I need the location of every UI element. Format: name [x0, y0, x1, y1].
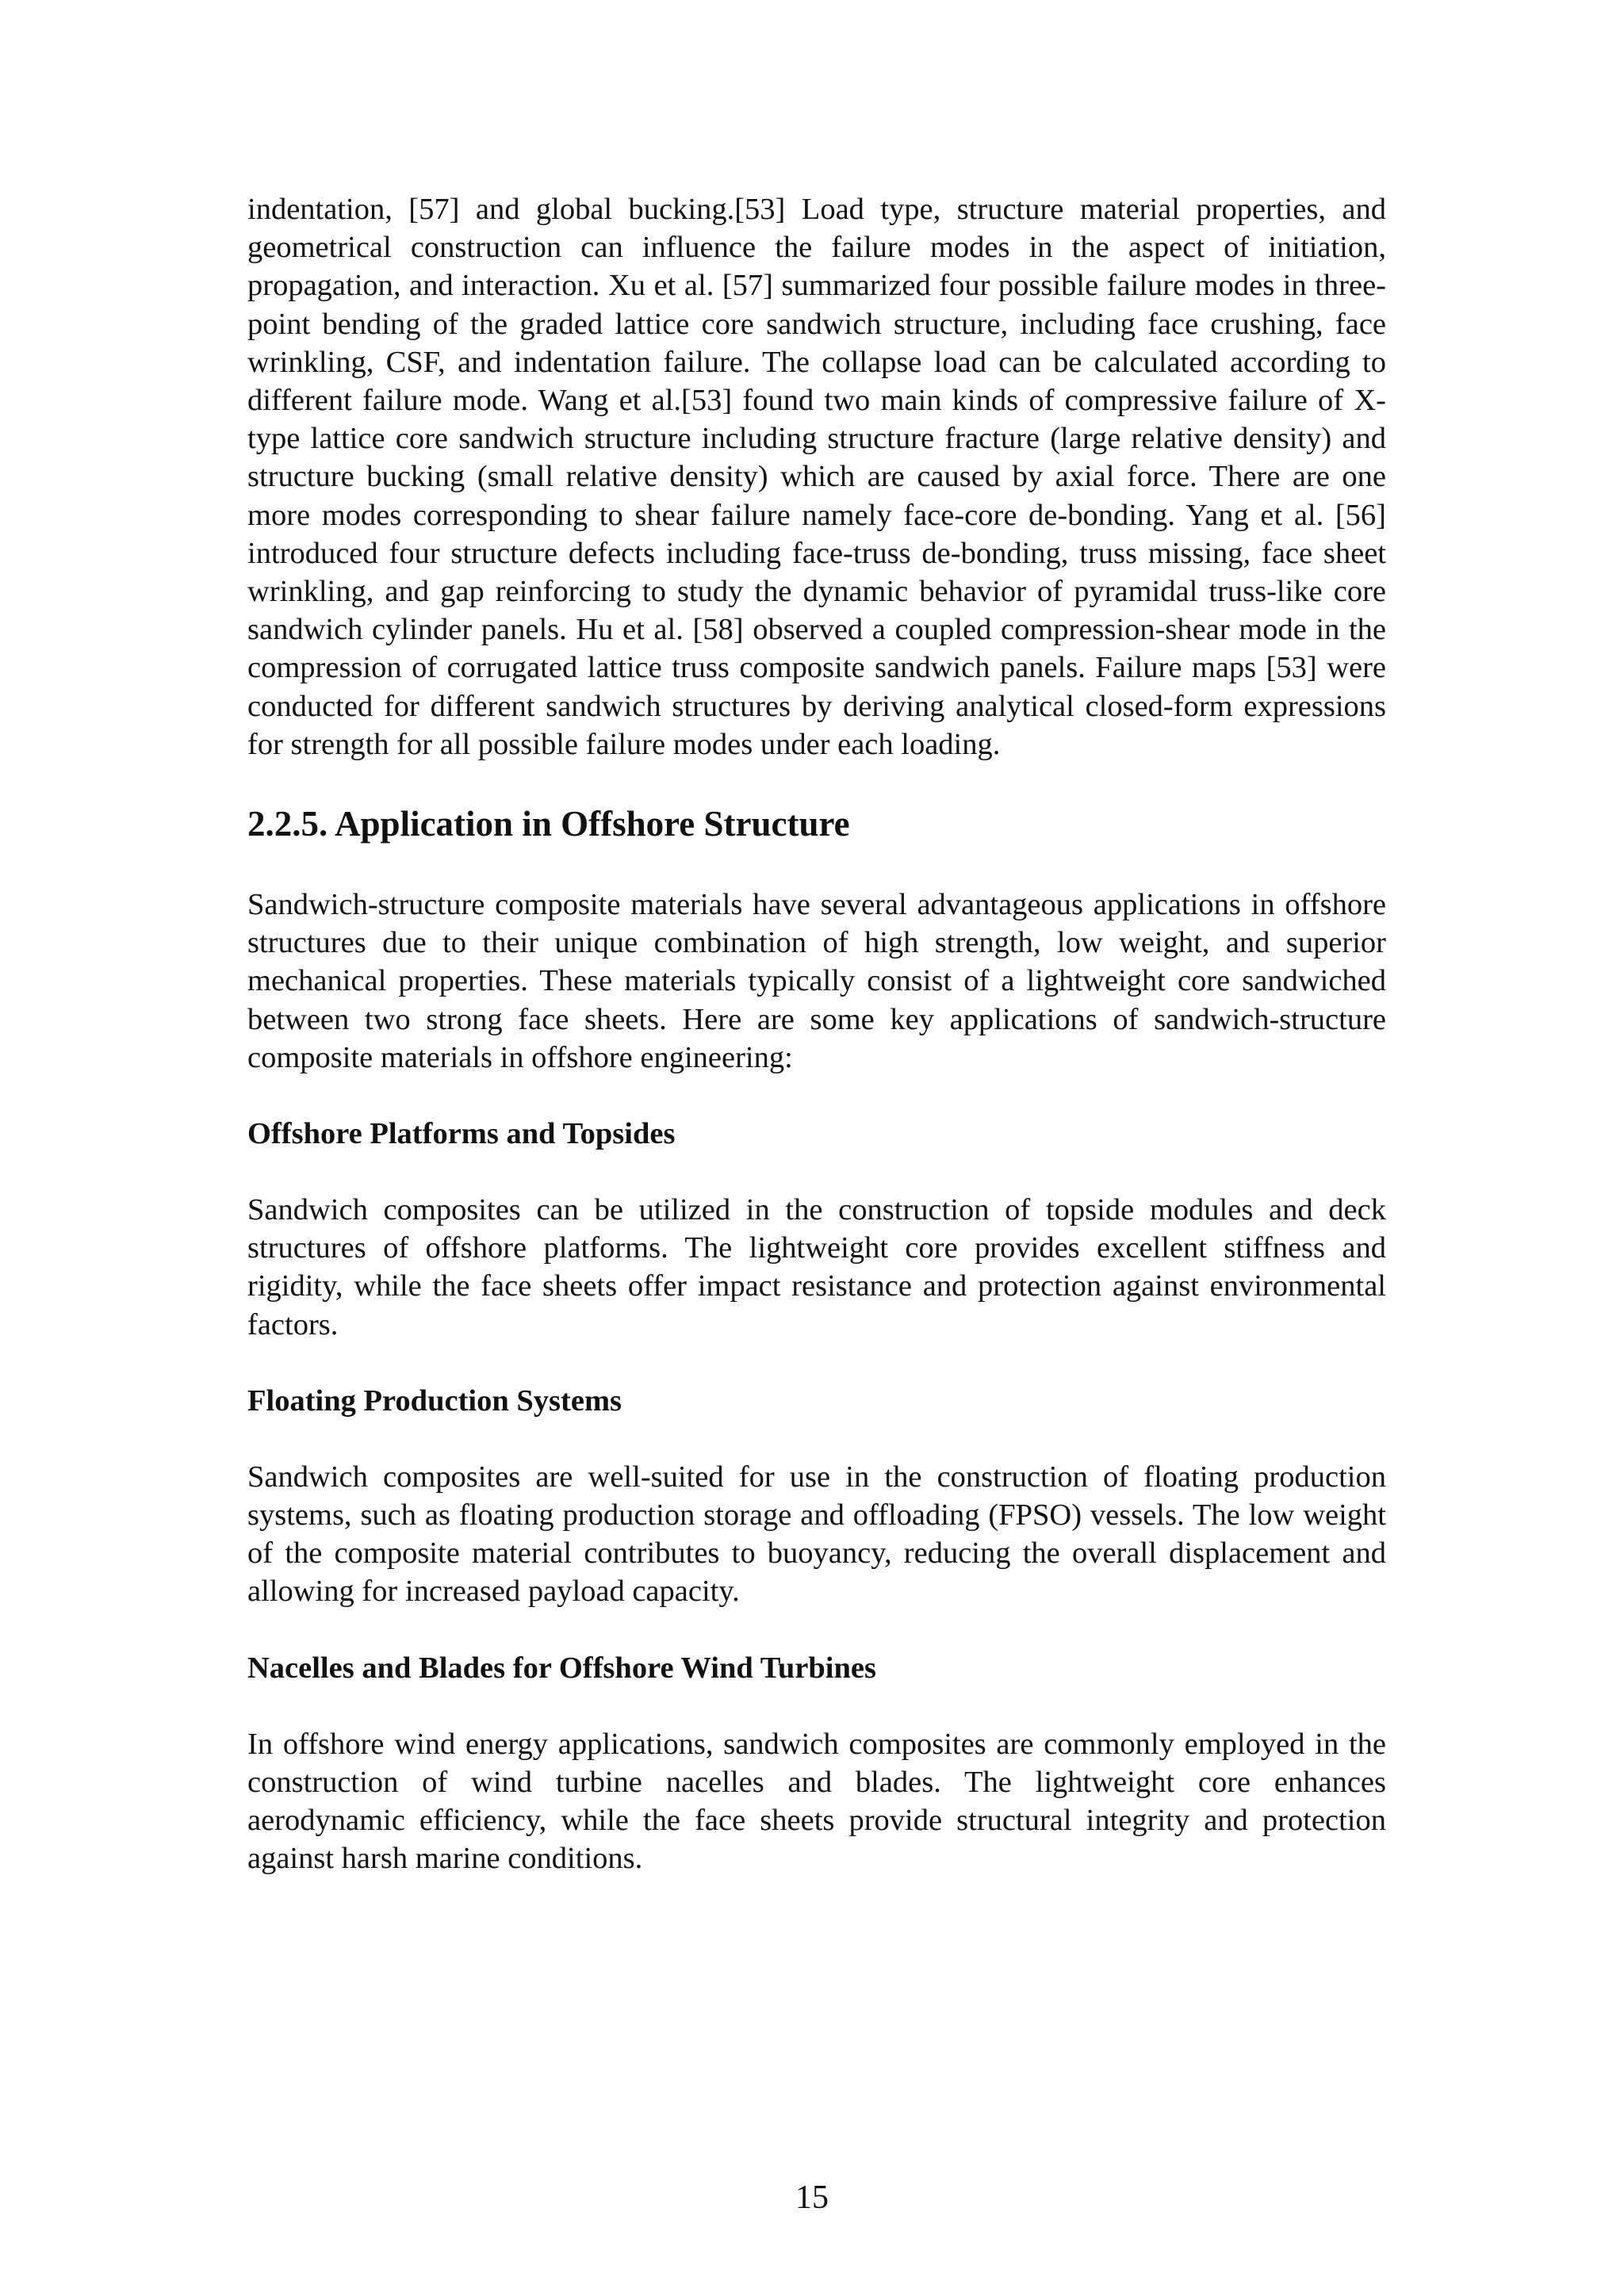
subsection-body-offshore-platforms: Sandwich composites can be utilized in the construction of topside modules and deck structures of offshore platforms. The lightweight core provides excellent stiffness and rigidity, while the face sheets offer impact resistance and protection against environmental factors.	[247, 1193, 1386, 1341]
subsection-heading-wind-turbines: Nacelles and Blades for Offshore Wind Turbines	[247, 1651, 876, 1685]
page-body	[247, 190, 1386, 1878]
subsection-body-floating-production: Sandwich composites are well-suited for use in the construction of floating production systems, such as floating production storage and offloading (FPSO) vessels. The low weight of the composite material contributes to buoyancy, reducing the overall displacement and allowing for increased payload capacity.	[247, 1460, 1386, 1609]
intro-paragraph: indentation, [57] and global bucking.[53] Load type, structure material properties, and geometrical construction can influence the failure modes in the aspect of initiation, propagation, and interaction. Xu et al. [57] summarized four possible failure modes in three-point bending of the graded lattice core sandwich structure, including face crushing, face wrinkling, CSF, and indentation failure. The collapse load can be calculated according to different failure mode. Wang et al.[53] found two main kinds of compressive failure of X-type lattice core sandwich structure including structure fracture (large relative density) and structure bucking (small relative density) which are caused by axial force. There are one more modes corresponding to shear failure namely face-core de-bonding. Yang et al. [56] introduced four structure defects including face-truss de-bonding, truss missing, face sheet wrinkling, and gap reinforcing to study the dynamic behavior of pyramidal truss-like core sandwich cylinder panels. Hu et al. [58] observed a coupled compression-shear mode in the compression of corrugated lattice truss composite sandwich panels. Failure maps [53] were conducted for different sandwich structures by deriving analytical closed-form expressions for strength for all possible failure modes under each loading.	[247, 193, 1386, 761]
section-heading: 2.2.5. Application in Offshore Structure	[247, 804, 850, 844]
subsection-heading-offshore-platforms: Offshore Platforms and Topsides	[247, 1117, 676, 1151]
section-intro-paragraph: Sandwich-structure composite materials have several advantageous applications in offshore structures due to their unique combination of high strength, low weight, and superior mechanical properties. These materials typically consist of a lightweight core sandwiched between two strong face sheets. Here are some key applications of sandwich-structure composite materials in offshore engineering:	[247, 888, 1386, 1074]
subsection-heading-floating-production: Floating Production Systems	[247, 1383, 622, 1418]
subsection-body-wind-turbines: In offshore wind energy applications, sandwich composites are commonly employed in the construction of wind turbine nacelles and blades. The lightweight core enhances aerodynamic efficiency, while the face sheets provide structural integrity and protection against harsh marine conditions.	[247, 1727, 1386, 1876]
page-number: 15	[795, 2179, 829, 2216]
